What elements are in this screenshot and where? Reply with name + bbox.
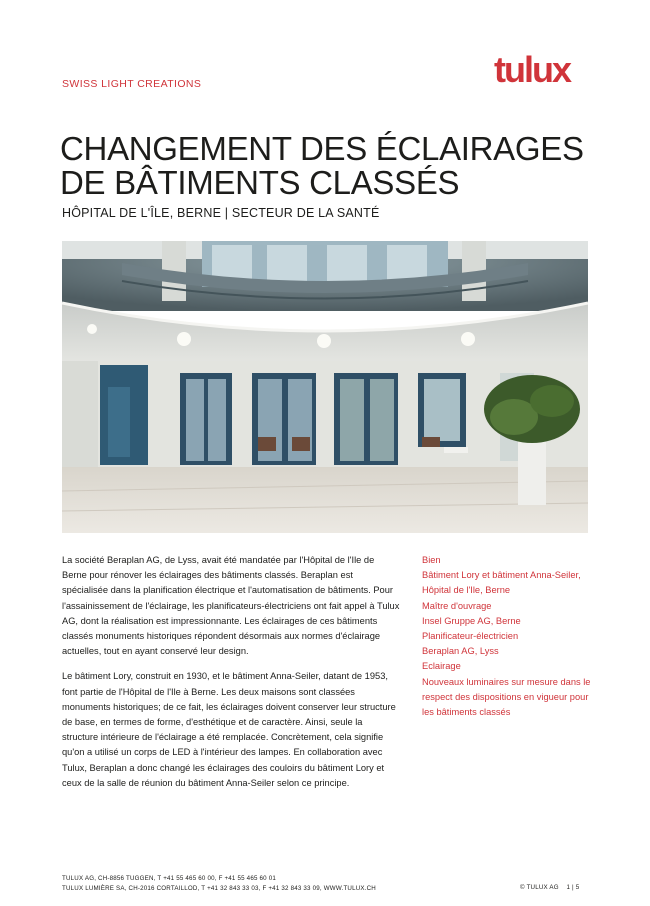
logo-text: tulux <box>494 52 570 90</box>
project-info-sidebar <box>422 553 592 720</box>
title-line-2: DE BÂTIMENTS CLASSÉS <box>60 164 460 201</box>
footer-page-info <box>520 884 579 891</box>
info-label-object: Bien <box>422 555 441 565</box>
footer-line-2: TULUX LUMIÈRE SA, CH-2016 CORTAILLOD, T +41 32 843 33 03, F +41 32 843 33 09, WWW.TULUX.CH <box>62 885 376 892</box>
body-paragraph-1: La société Beraplan AG, de Lyss, avait été mandatée par l'Hôpital de l'Ile de Berne pour rénover les éclairages des bâtiments classés. Beraplan est spécialisée dans la planification électrique et l'automatisation de bâtiments. Pour l'assainissement de l'éclairage, les planificateurs-électriciens ont fait appel à Tulux AG, dont la réalisation est impressionnante. Les éclairages de ces bâtiments classés monuments historiques répondent désormais aux normes d'éclairage actuelles, tout en ayant conservé leur design. <box>62 555 400 657</box>
info-label-planner: Planificateur-électricien <box>422 631 519 642</box>
footer-address <box>62 874 376 894</box>
info-label-lighting: Eclairage <box>422 661 461 672</box>
page-title <box>60 132 600 200</box>
footer-copyright: © TULUX AG <box>520 884 559 891</box>
title-line-1: CHANGEMENT DES ÉCLAIRAGES <box>60 130 584 167</box>
info-value-planner: Beraplan AG, Lyss <box>422 646 499 657</box>
tagline: SWISS LIGHT CREATIONS <box>62 78 202 90</box>
info-label-client: Maître d'ouvrage <box>422 600 492 611</box>
footer-line-1: TULUX AG, CH-8856 TUGGEN, T +41 55 465 60 00, F +41 55 465 60 01 <box>62 875 277 882</box>
hospital-hall-photo <box>62 241 588 533</box>
info-value-object: Bâtiment Lory et bâtiment Anna-Seiler, Hôpital de l'Ile, Berne <box>422 570 581 596</box>
page-number: 1 | 5 <box>566 884 580 891</box>
info-value-lighting: Nouveaux luminaires sur mesure dans le respect des dispositions en vigueur pour les bâtiments classés <box>422 676 591 718</box>
body-text <box>62 553 400 801</box>
body-paragraph-2: Le bâtiment Lory, construit en 1930, et le bâtiment Anna-Seiler, datant de 1953, font partie de l'Hôpital de l'Ile à Berne. Les deux maisons sont classées monuments historiques; de ce fait, les éclairages doivent conserver leur structure de base, en termes de forme, d'esthétique et de caractère. Ainsi, seule la structure intérieure de l'éclairage a été remplacée. Concrètement, cela signifie qu'on a utilisé un corps de LED à l'intérieur des lampes. En collaboration avec Tulux, Beraplan a donc changé les éclairages des couloirs du bâtiment Lory et ceux de la salle de réunion du bâtiment Anna-Seiler selon ce principe. <box>62 671 396 788</box>
tulux-logo <box>494 52 590 90</box>
info-value-client: Insel Gruppe AG, Berne <box>422 615 521 626</box>
page-subtitle: HÔPITAL DE L'ÎLE, BERNE | SECTEUR DE LA SANTÉ <box>62 206 380 220</box>
